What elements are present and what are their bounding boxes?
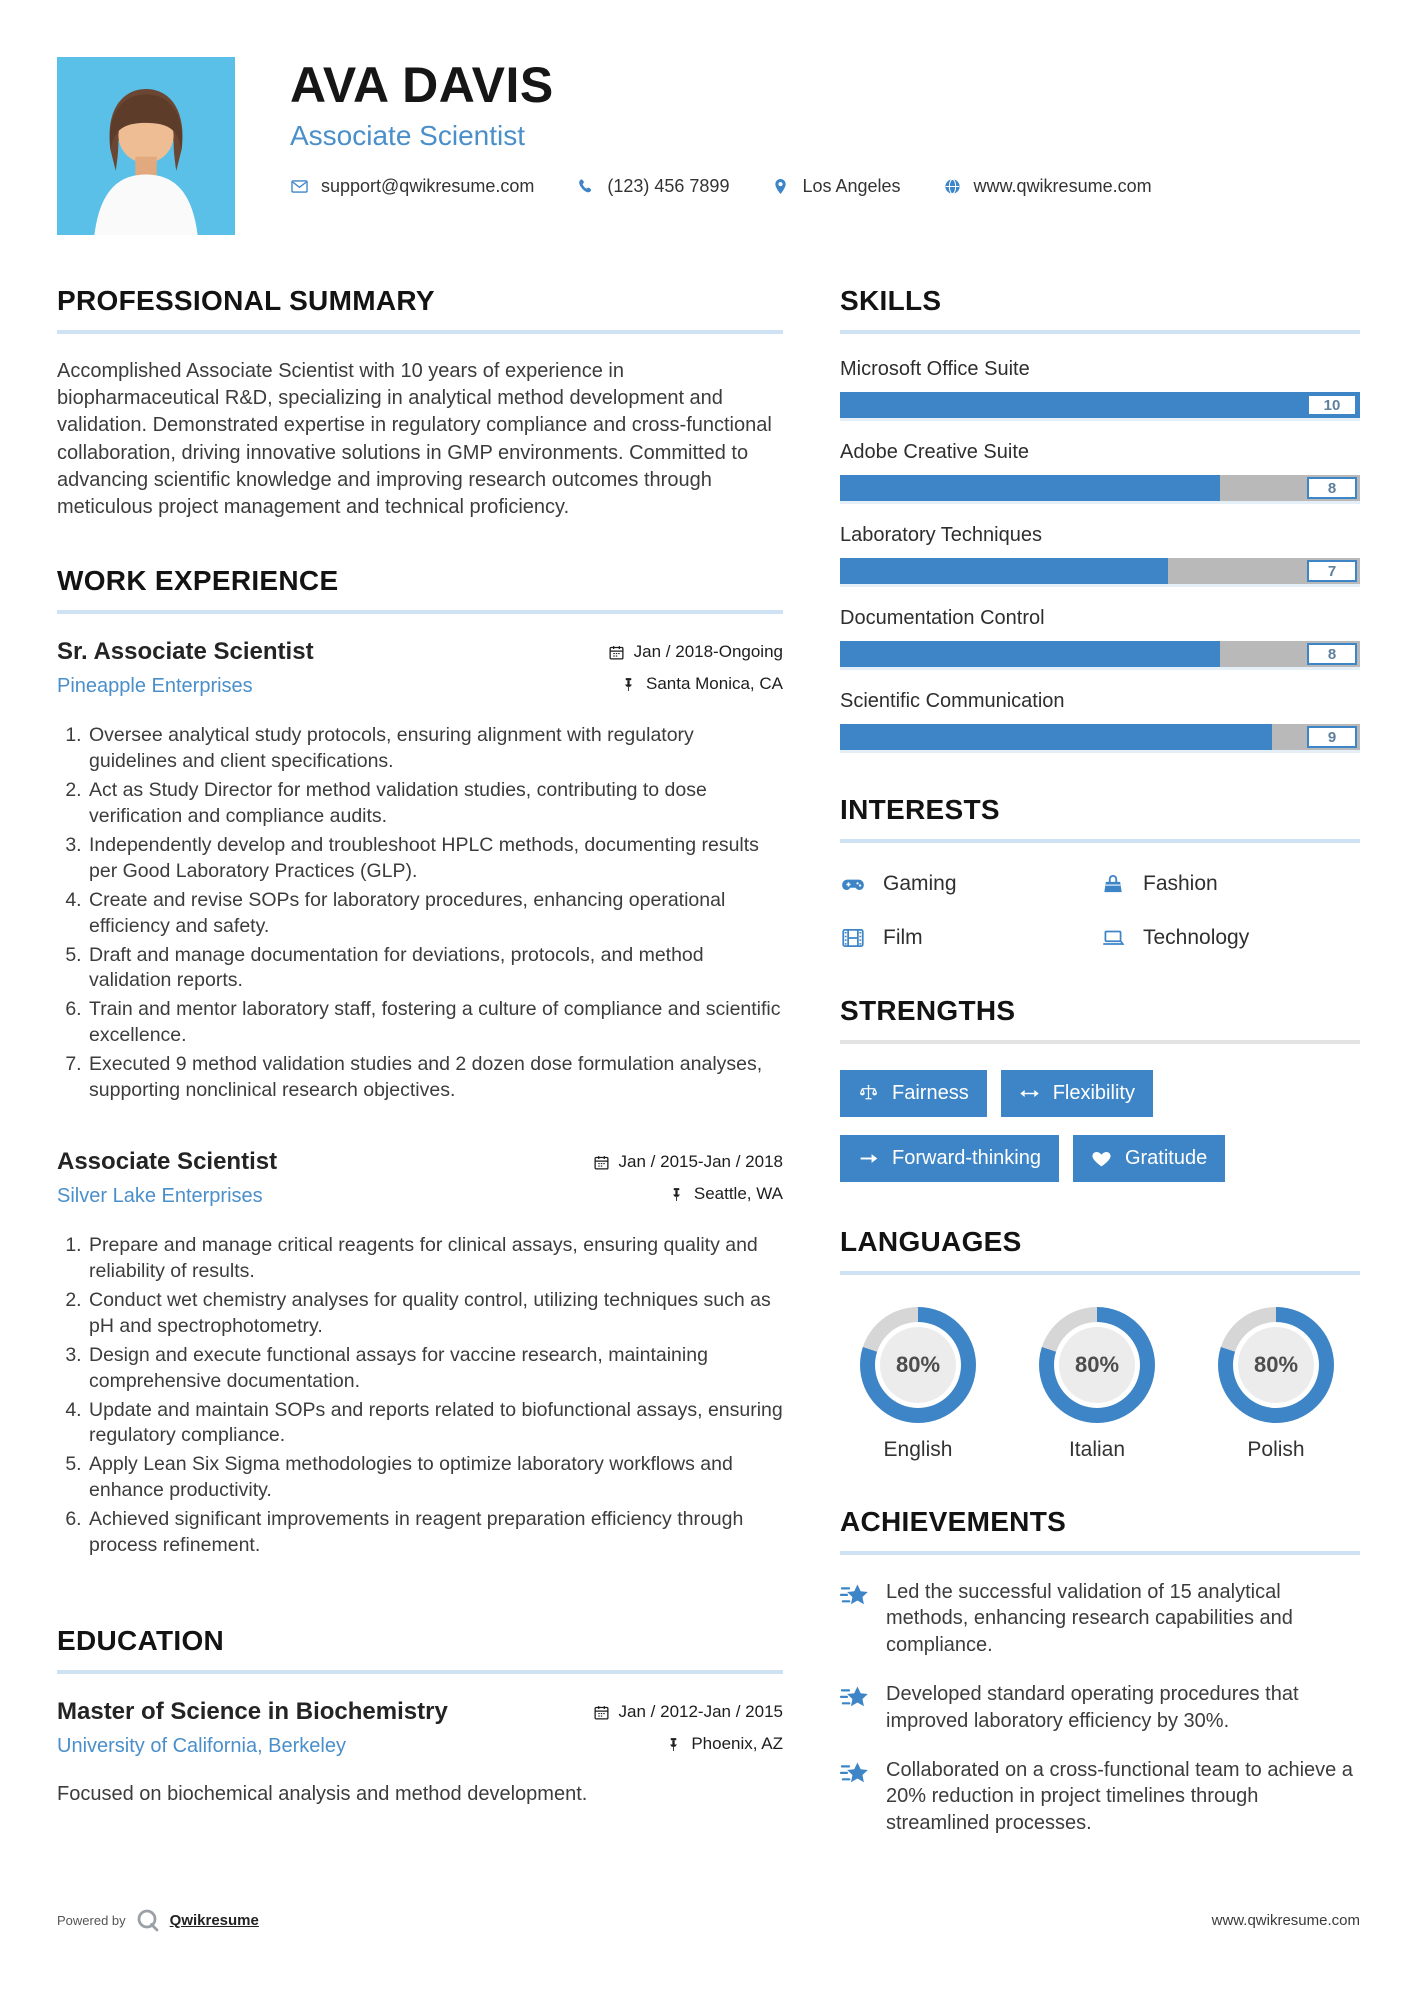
interests-title: INTERESTS (840, 794, 1360, 843)
achievement-item (840, 1579, 1360, 1658)
contact-website[interactable] (943, 176, 1152, 197)
email-icon (290, 177, 309, 196)
job-date-text: Jan / 2015-Jan / 2018 (618, 1152, 783, 1172)
achievement-text: Collaborated on a cross-functional team to achieve a 20% reduction in project timelines through streamlined processes. (886, 1758, 1353, 1834)
contact-row (290, 176, 1152, 197)
job-location-text: Santa Monica, CA (645, 674, 783, 694)
language-percent: 80% (1059, 1327, 1135, 1403)
contact-location-text: Los Angeles (802, 176, 901, 196)
scales-icon (858, 1083, 879, 1104)
interest-label: Fashion (1143, 872, 1218, 895)
section-skills (840, 285, 1360, 750)
laptop-icon (1100, 925, 1126, 951)
skill-value-badge: 8 (1307, 477, 1357, 499)
strength-label: Gratitude (1124, 1147, 1208, 1169)
job-bullet: 2. Act as Study Director for method validation studies, contributing to dose verification and compliance audits. (87, 778, 783, 830)
job-bullet: 5. Apply Lean Six Sigma methodologies to optimize laboratory workflows and enhance productivity. (87, 1452, 783, 1504)
globe-icon (943, 177, 962, 196)
header (57, 57, 1360, 235)
language-progress-ring (1218, 1307, 1334, 1423)
phone-icon (576, 177, 595, 196)
skill-bar-fill (840, 392, 1360, 418)
job-bullet: 6. Train and mentor laboratory staff, fostering a culture of compliance and scientific excellence. (87, 997, 783, 1049)
job-bullet: 1. Oversee analytical study protocols, ensuring alignment with regulatory guidelines and client specifications. (87, 723, 783, 775)
skill-value-badge: 10 (1307, 394, 1357, 416)
skill-label: Adobe Creative Suite (840, 441, 1030, 463)
job-location (608, 674, 783, 694)
interest-label: Film (883, 926, 923, 949)
job-company: Pineapple Enterprises (57, 675, 253, 698)
job-bullet: 1. Prepare and manage critical reagents for clinical assays, ensuring quality and reliability of results. (87, 1233, 783, 1285)
education-title: EDUCATION (57, 1625, 783, 1674)
language-item (1027, 1307, 1167, 1462)
right-arrow-icon (858, 1148, 879, 1169)
contact-phone-text: (123) 456 7899 (607, 176, 730, 196)
degree: Master of Science in Biochemistry (57, 1698, 448, 1726)
education-date-text: Jan / 2012-Jan / 2015 (618, 1702, 783, 1722)
achievement-item (840, 1757, 1360, 1836)
strengths-title: STRENGTHS (840, 995, 1360, 1044)
language-label: Italian (1068, 1438, 1126, 1461)
language-item (1206, 1307, 1346, 1462)
pushpin-icon (665, 1736, 682, 1753)
job-bullet: 4. Create and revise SOPs for laboratory procedures, enhancing operational efficiency and safety. (87, 888, 783, 940)
skill-item (840, 607, 1360, 667)
header-text (290, 57, 1152, 235)
skill-value-badge: 9 (1307, 726, 1357, 748)
work-title: WORK EXPERIENCE (57, 565, 783, 614)
language-label: English (883, 1438, 953, 1461)
section-professional-summary (57, 285, 783, 521)
footer-website: www.qwikresume.com (1211, 1911, 1360, 1929)
interest-label: Technology (1143, 926, 1250, 949)
skill-value-badge: 8 (1307, 643, 1357, 665)
strength-label: Flexibility (1052, 1082, 1135, 1104)
job-date (593, 1152, 783, 1172)
language-item (848, 1307, 988, 1462)
contact-email[interactable] (290, 176, 534, 197)
skill-label: Scientific Communication (840, 690, 1065, 712)
pushpin-icon (620, 676, 637, 693)
job-bullet: 4. Update and maintain SOPs and reports related to biofunctional assays, ensuring regulatory compliance. (87, 1398, 783, 1450)
job-bullet-list (57, 1233, 783, 1559)
contact-location (771, 176, 900, 197)
job-company: Silver Lake Enterprises (57, 1185, 263, 1208)
job-entry (57, 1148, 783, 1559)
strength-label: Fairness (892, 1082, 969, 1104)
skill-bar-fill (840, 724, 1272, 750)
section-interests (840, 794, 1360, 951)
strength-badge-gratitude (1073, 1135, 1225, 1182)
location-pin-icon (771, 177, 790, 196)
education-location (593, 1734, 783, 1754)
language-percent: 80% (880, 1327, 956, 1403)
section-work-experience (57, 565, 783, 1559)
skill-bar-fill (840, 475, 1220, 501)
language-progress-ring (860, 1307, 976, 1423)
skill-item (840, 524, 1360, 584)
skill-bar (840, 641, 1360, 667)
calendar-icon (593, 1154, 610, 1171)
interest-film (840, 925, 1100, 951)
job-role: Associate Scientist (57, 1148, 278, 1176)
pushpin-icon (668, 1186, 685, 1203)
skill-value-badge: 7 (1307, 560, 1357, 582)
skill-bar (840, 475, 1360, 501)
section-achievements (840, 1506, 1360, 1836)
skill-bar (840, 558, 1360, 584)
person-title: Associate Scientist (290, 120, 525, 151)
education-location-text: Phoenix, AZ (691, 1734, 783, 1754)
job-location-text: Seattle, WA (693, 1184, 783, 1204)
gamepad-icon (840, 871, 866, 897)
shooting-star-icon (840, 1758, 871, 1789)
strength-badge-fairness (840, 1070, 987, 1117)
job-date-text: Jan / 2018-Ongoing (633, 642, 783, 662)
job-bullet: 3. Independently develop and troubleshoot HPLC methods, documenting results per Good Laboratory Practices (GLP). (87, 833, 783, 885)
skill-label: Laboratory Techniques (840, 524, 1042, 546)
language-label: Polish (1247, 1438, 1305, 1461)
skills-title: SKILLS (840, 285, 1360, 334)
job-bullet: 6. Achieved significant improvements in reagent preparation efficiency through process refinement. (87, 1507, 783, 1559)
interest-label: Gaming (883, 872, 957, 895)
skill-label: Microsoft Office Suite (840, 358, 1030, 380)
skill-item (840, 690, 1360, 750)
profile-photo-image (57, 57, 235, 235)
interest-fashion (1100, 871, 1360, 897)
job-date (608, 642, 783, 662)
contact-email-text: support@qwikresume.com (321, 176, 535, 196)
section-education (57, 1625, 783, 1806)
contact-website-text: www.qwikresume.com (973, 176, 1152, 196)
qwikresume-link[interactable]: Qwikresume (169, 1911, 259, 1929)
achievement-text: Developed standard operating procedures that improved laboratory efficiency by 30%. (886, 1683, 1299, 1732)
calendar-icon (608, 644, 625, 661)
skill-bar (840, 724, 1360, 750)
language-progress-ring (1039, 1307, 1155, 1423)
skill-bar-fill (840, 641, 1220, 667)
handbag-icon (1100, 871, 1126, 897)
languages-title: LANGUAGES (840, 1226, 1360, 1275)
language-percent: 80% (1238, 1327, 1314, 1403)
section-strengths (840, 995, 1360, 1182)
achievement-item (840, 1681, 1360, 1734)
job-bullet: 7. Executed 9 method validation studies and 2 dozen dose formulation analyses, supporting nonclinical research objectives. (87, 1052, 783, 1104)
skill-bar-fill (840, 558, 1168, 584)
calendar-icon (593, 1704, 610, 1721)
strength-badge-forward-thinking (840, 1135, 1059, 1182)
powered-by-label: Powered by (57, 1912, 126, 1928)
strength-badge-flexibility (1001, 1070, 1153, 1117)
shooting-star-icon (840, 1682, 871, 1713)
heart-icon (1091, 1148, 1112, 1169)
job-role: Sr. Associate Scientist (57, 638, 314, 666)
job-bullet: 2. Conduct wet chemistry analyses for quality control, utilizing techniques such as pH and spectrophotometry. (87, 1288, 783, 1340)
skill-label: Documentation Control (840, 607, 1045, 629)
section-languages (840, 1226, 1360, 1462)
achievements-title: ACHIEVEMENTS (840, 1506, 1360, 1555)
summary-title: PROFESSIONAL SUMMARY (57, 285, 783, 334)
job-bullet: 3. Design and execute functional assays for vaccine research, maintaining comprehensive documentation. (87, 1343, 783, 1395)
job-bullet-list (57, 723, 783, 1104)
achievement-text: Led the successful validation of 15 analytical methods, enhancing research capabilities and compliance. (886, 1581, 1293, 1656)
strength-label: Forward-thinking (892, 1147, 1041, 1169)
job-entry (57, 638, 783, 1104)
education-description: Focused on biochemical analysis and method development. (57, 1783, 588, 1806)
school: University of California, Berkeley (57, 1735, 346, 1758)
film-icon (840, 925, 866, 951)
education-date (593, 1702, 783, 1722)
summary-body: Accomplished Associate Scientist with 10 years of experience in biopharmaceutical R&D, specializing in analytical method development and validation. Demonstrated expertise in regulatory compliance and cross-functional collaboration, driving innovative solutions in GMP environments. Committed to advancing scientific knowledge and improving research outcomes through meticulous project management and technical proficiency. (57, 360, 772, 518)
left-right-arrow-icon (1019, 1083, 1040, 1104)
shooting-star-icon (840, 1580, 871, 1611)
profile-photo (57, 57, 235, 235)
job-bullet: 5. Draft and manage documentation for deviations, protocols, and method validation reports. (87, 943, 783, 995)
person-name: AVA DAVIS (290, 57, 554, 113)
skill-item (840, 441, 1360, 501)
interest-gaming (840, 871, 1100, 897)
qwikresume-logo-icon (136, 1908, 160, 1932)
contact-phone[interactable] (576, 176, 729, 197)
interest-technology (1100, 925, 1360, 951)
skill-bar (840, 392, 1360, 418)
footer (57, 1908, 1360, 1932)
skill-item (840, 358, 1360, 418)
job-location (593, 1184, 783, 1204)
